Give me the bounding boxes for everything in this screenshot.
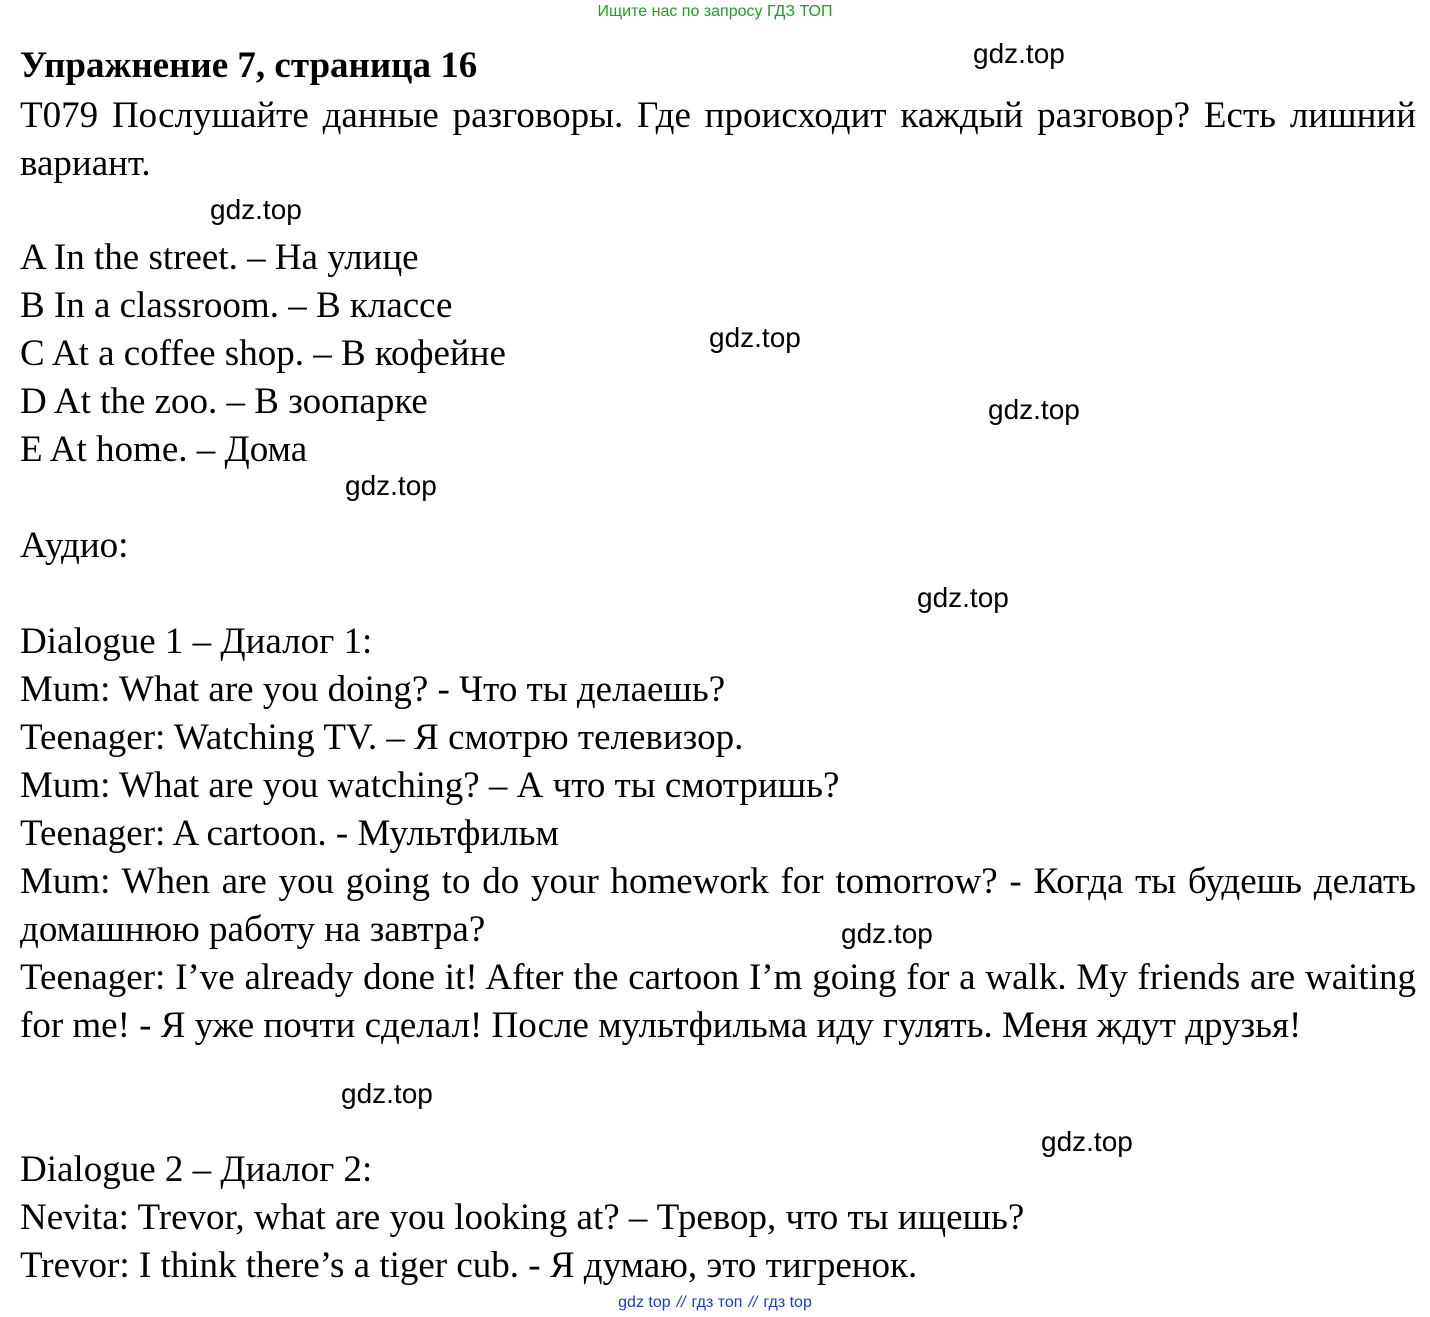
dialogue1-line: Teenager: I’ve already done it! After the cartoon I’m going for a walk. My friends are waiting for me! - Я уже почти сделал! После мультфильма иду гулять. Меня ждут друзья! bbox=[20, 957, 1416, 1046]
dialogue2-line: Trevor: I think there’s a tiger cub. - Я думаю, это тигренок. bbox=[20, 1245, 918, 1286]
top-banner[interactable]: Ищите нас по запросу ГДЗ ТОП bbox=[597, 3, 833, 20]
watermark: gdz.top bbox=[917, 582, 1009, 613]
option-d: D At the zoo. – В зоопарке bbox=[20, 381, 428, 422]
footer-links bbox=[0, 1293, 1430, 1313]
option-a: A In the street. – На улице bbox=[20, 237, 419, 278]
dialogue2-line: Nevita: Trevor, what are you looking at? – Тревор, что ты ищешь? bbox=[20, 1197, 1025, 1238]
watermark: gdz.top bbox=[988, 394, 1080, 425]
dialogue1-line: Mum: What are you watching? – А что ты смотришь? bbox=[20, 765, 840, 806]
footer-separator: // bbox=[676, 1294, 686, 1311]
dialogue1-line: Mum: What are you doing? - Что ты делаешь? bbox=[20, 669, 726, 710]
footer-link[interactable]: gdz top bbox=[618, 1294, 671, 1311]
watermark: gdz.top bbox=[841, 918, 933, 949]
watermark: gdz.top bbox=[345, 470, 437, 501]
dialogue1-heading: Dialogue 1 – Диалог 1: bbox=[20, 621, 373, 662]
dialogue2-heading: Dialogue 2 – Диалог 2: bbox=[20, 1149, 373, 1190]
option-e: E At home. – Дома bbox=[20, 429, 308, 470]
watermark: gdz.top bbox=[973, 38, 1065, 69]
watermark: gdz.top bbox=[210, 194, 302, 225]
watermark: gdz.top bbox=[341, 1078, 433, 1109]
footer-link[interactable]: гдз top bbox=[763, 1294, 812, 1311]
footer-separator: // bbox=[748, 1294, 758, 1311]
option-c: C At a coffee shop. – В кофейне bbox=[20, 333, 506, 374]
option-b: B In a classroom. – В классе bbox=[20, 285, 453, 326]
watermark: gdz.top bbox=[1041, 1126, 1133, 1157]
dialogue1-line: Mum: When are you going to do your homework for tomorrow? - Когда ты будешь делать домашнюю работу на завтра? bbox=[20, 861, 1416, 950]
audio-label: Аудио: bbox=[20, 525, 129, 566]
footer-link[interactable]: гдз топ bbox=[691, 1294, 743, 1311]
dialogue1-line: Teenager: Watching TV. – Я смотрю телевизор. bbox=[20, 717, 744, 758]
dialogue1-line: Teenager: A cartoon. - Мультфильм bbox=[20, 813, 559, 854]
task-text: T079 Послушайте данные разговоры. Где происходит каждый разговор? Есть лишний вариант. bbox=[20, 95, 1416, 184]
watermark: gdz.top bbox=[709, 322, 801, 353]
page-title: Упражнение 7, страница 16 bbox=[20, 45, 478, 86]
